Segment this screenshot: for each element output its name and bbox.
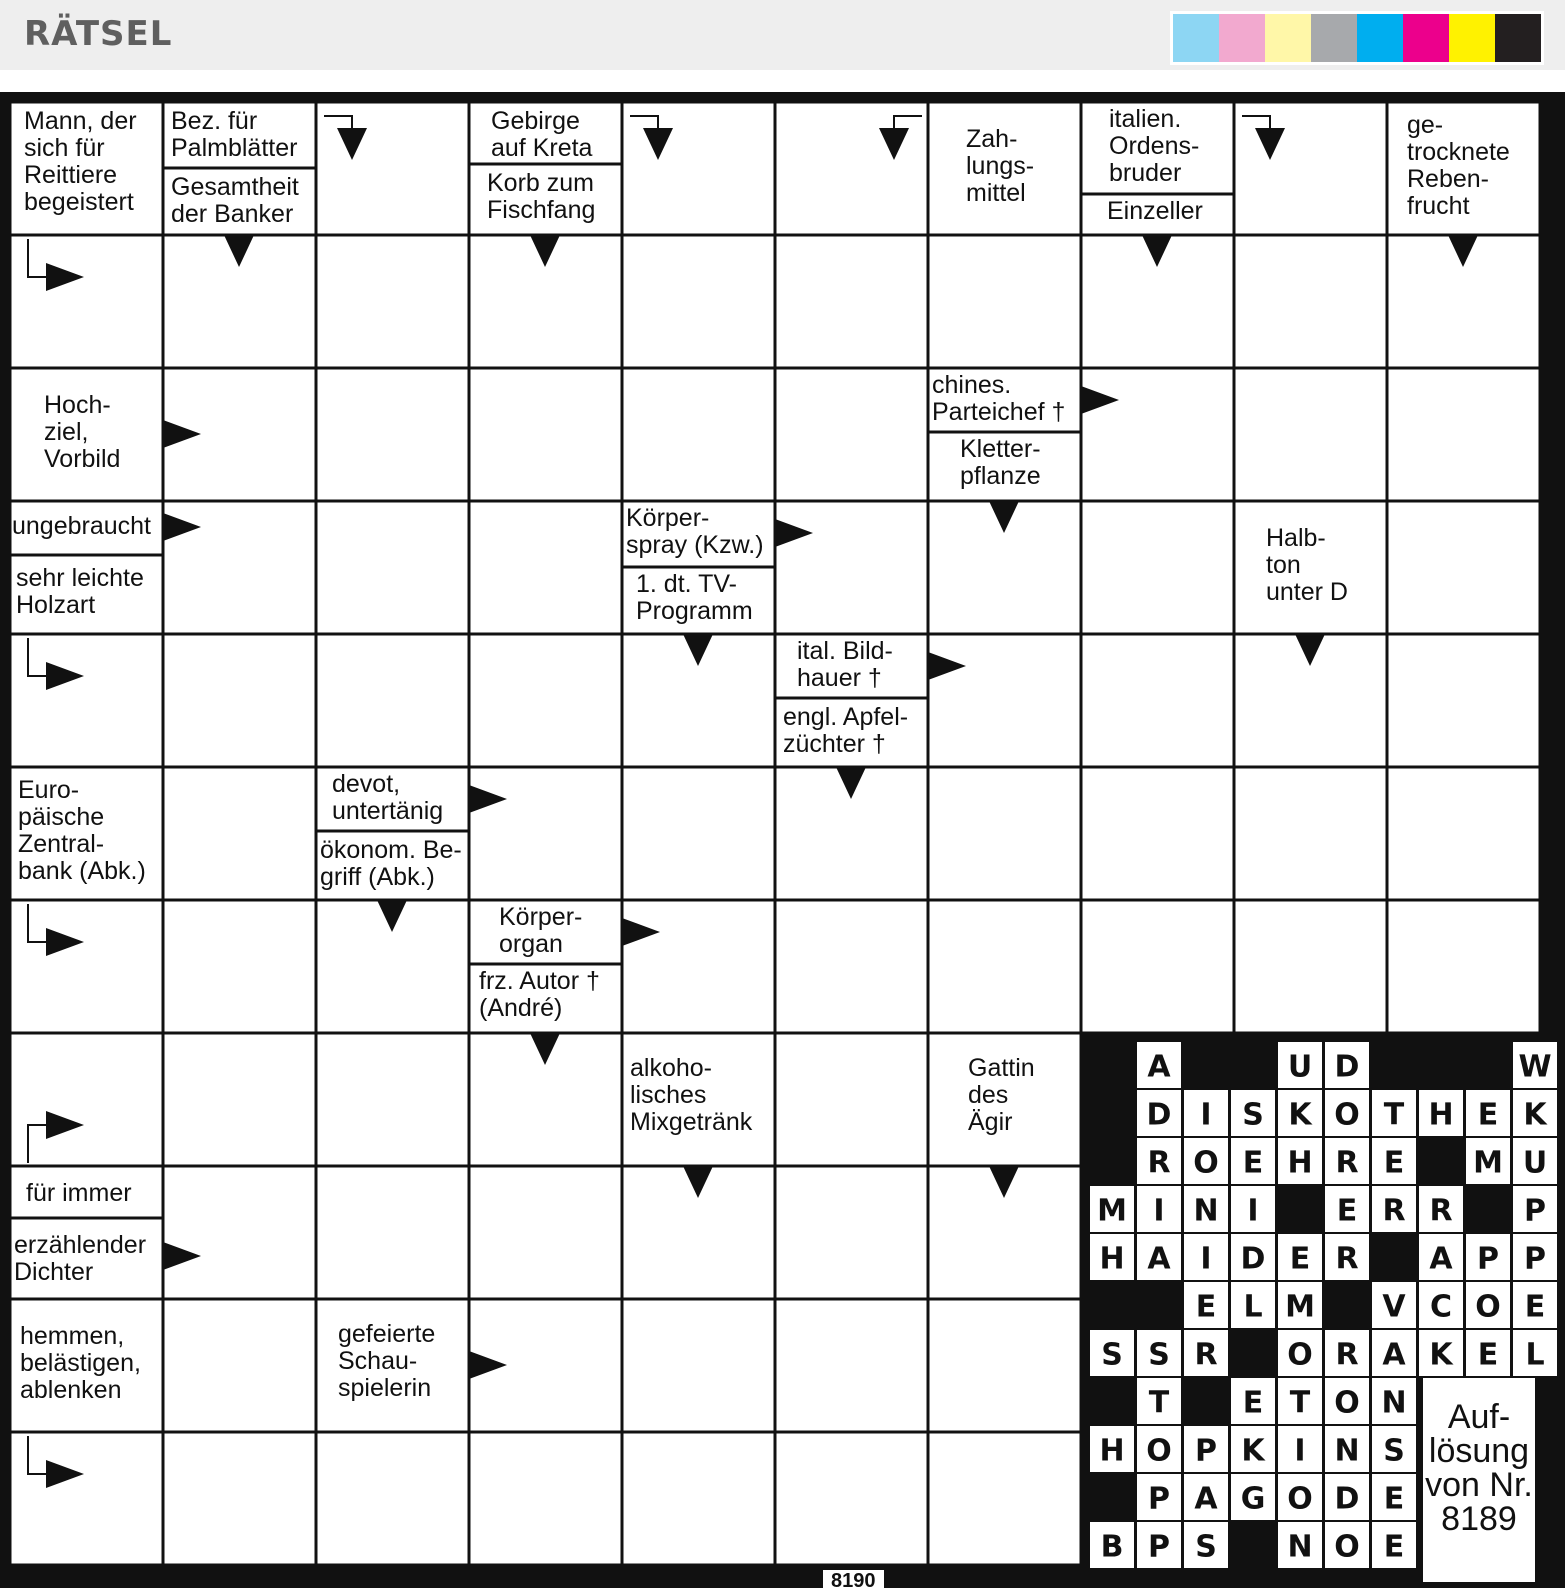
solution-letter: R <box>1382 1193 1406 1229</box>
solution-letter: K <box>1241 1433 1265 1469</box>
solution-letter: E <box>1289 1241 1311 1277</box>
clue-text: frz. Autor † (André) <box>479 967 600 1022</box>
clue-text: Zah- lungs- mittel <box>966 125 1035 207</box>
grid-cell[interactable] <box>12 237 162 367</box>
solution-letter: P <box>1148 1481 1170 1517</box>
grid-cell[interactable] <box>624 370 774 500</box>
solution-letter: H <box>1099 1241 1125 1277</box>
solution-letter: N <box>1334 1433 1360 1469</box>
grid-cell[interactable] <box>1236 370 1386 500</box>
solution-letter: P <box>1148 1529 1170 1565</box>
grid-cell[interactable] <box>777 104 927 234</box>
solution-letter: K <box>1523 1097 1547 1133</box>
solution-letter: O <box>1334 1385 1360 1421</box>
grid-cell[interactable] <box>1236 237 1386 367</box>
grid-cell[interactable] <box>777 1434 927 1564</box>
color-swatch <box>1495 14 1541 62</box>
grid-cell[interactable] <box>1083 769 1233 899</box>
solution-letter: O <box>1287 1481 1313 1517</box>
solution-letter: N <box>1381 1385 1407 1421</box>
color-swatch <box>1311 14 1357 62</box>
grid-cell[interactable] <box>471 636 621 766</box>
grid-cell[interactable] <box>930 769 1080 899</box>
solution-letter: I <box>1247 1193 1259 1229</box>
solution-letter: R <box>1335 1241 1359 1277</box>
grid-cell[interactable] <box>318 1168 468 1298</box>
solution-letter: O <box>1287 1337 1313 1373</box>
grid-cell[interactable] <box>624 1301 774 1431</box>
solution-letter: E <box>1195 1289 1217 1325</box>
solution-letter: A <box>1147 1241 1171 1277</box>
solution-letter: R <box>1335 1145 1359 1181</box>
grid-cell[interactable] <box>12 1035 162 1165</box>
clue-text: ital. Bild- hauer † <box>797 637 893 692</box>
crossword-board <box>0 92 1565 1588</box>
solution-letter: E <box>1242 1385 1264 1421</box>
grid-cell[interactable] <box>165 1035 315 1165</box>
solution-letter: K <box>1429 1337 1453 1373</box>
solution-letter: E <box>1477 1097 1499 1133</box>
clue-text: ungebraucht <box>12 512 152 540</box>
issue-number: 8190 <box>823 1570 884 1593</box>
clue-text: engl. Apfel- züchter † <box>783 703 909 758</box>
grid-cell[interactable] <box>624 237 774 367</box>
grid-cell[interactable] <box>318 104 468 234</box>
solution-letter: T <box>1383 1097 1405 1133</box>
solution-letter: S <box>1383 1433 1405 1469</box>
grid-cell[interactable] <box>12 636 162 766</box>
solution-letter: H <box>1099 1433 1125 1469</box>
clue-text: erzählender Dichter <box>14 1231 147 1286</box>
solution-letter: S <box>1101 1337 1123 1373</box>
grid-cell[interactable] <box>624 1434 774 1564</box>
solution-letter: M <box>1473 1145 1503 1181</box>
crossword-grid <box>0 92 1565 1588</box>
grid-cell[interactable] <box>777 370 927 500</box>
solution-letter: I <box>1153 1193 1165 1229</box>
grid-cell[interactable] <box>318 237 468 367</box>
solution-letter: V <box>1382 1289 1406 1325</box>
clue-text: 1. dt. TV- Programm <box>636 570 753 625</box>
solution-letter: A <box>1382 1337 1406 1373</box>
clue-text: devot, untertänig <box>332 770 444 825</box>
grid-cell[interactable] <box>1389 370 1539 500</box>
solution-letter: S <box>1148 1337 1170 1373</box>
clue-text: Korb zum Fischfang <box>487 169 596 224</box>
clue-text: Mann, der sich für Reittiere begeistert <box>24 107 137 216</box>
solution-letter: H <box>1428 1097 1454 1133</box>
solution-letter: D <box>1240 1241 1266 1277</box>
solution-letter: R <box>1194 1337 1218 1373</box>
clue-text: Halb- ton unter D <box>1266 524 1348 606</box>
solution-letter: L <box>1243 1289 1263 1325</box>
grid-cell[interactable] <box>12 1434 162 1564</box>
grid-cell[interactable] <box>1083 370 1233 500</box>
header-bar <box>0 0 1565 70</box>
grid-cell[interactable] <box>930 902 1080 1032</box>
clue-text: Gebirge auf Kreta <box>491 107 593 162</box>
color-swatch <box>1449 14 1495 62</box>
grid-cell[interactable] <box>471 1434 621 1564</box>
solution-letter: E <box>1383 1481 1405 1517</box>
solution-letter: A <box>1194 1481 1218 1517</box>
page-title: RÄTSEL <box>24 14 173 54</box>
clue-text: Einzeller <box>1107 197 1203 225</box>
grid-cell[interactable] <box>1083 636 1233 766</box>
clue-text: Kletter- pflanze <box>960 435 1041 490</box>
solution-letter: G <box>1240 1481 1266 1517</box>
solution-letter: A <box>1429 1241 1453 1277</box>
solution-letter: B <box>1100 1529 1124 1565</box>
color-swatch <box>1173 14 1219 62</box>
solution-letter: E <box>1242 1145 1264 1181</box>
solution-letter: R <box>1147 1145 1171 1181</box>
solution-letter: R <box>1429 1193 1453 1229</box>
solution-letter: I <box>1200 1097 1212 1133</box>
solution-letter: O <box>1334 1529 1360 1565</box>
grid-cell[interactable] <box>318 370 468 500</box>
solution-letter: R <box>1335 1337 1359 1373</box>
solution-letter: H <box>1287 1145 1313 1181</box>
grid-cell[interactable] <box>1389 636 1539 766</box>
clue-text: für immer <box>26 1179 132 1207</box>
grid-cell[interactable] <box>624 104 774 234</box>
solution-letter: L <box>1525 1337 1545 1373</box>
solution-letter: D <box>1146 1097 1172 1133</box>
clue-text: Körper- spray (Kzw.) <box>626 504 764 559</box>
grid-cell[interactable] <box>930 1301 1080 1431</box>
grid-cell[interactable] <box>165 636 315 766</box>
color-calibration-strip <box>1170 11 1544 65</box>
solution-letter: O <box>1334 1097 1360 1133</box>
solution-letter: M <box>1097 1193 1127 1229</box>
clue-text: ge- trocknete Reben- frucht <box>1407 111 1510 220</box>
clue-text: chines. Parteichef † <box>932 371 1066 426</box>
solution-letter: E <box>1524 1289 1546 1325</box>
grid-cell[interactable] <box>1389 503 1539 633</box>
clue-text: ökonom. Be- griff (Abk.) <box>320 836 462 891</box>
solution-letter: E <box>1336 1193 1358 1229</box>
grid-cell[interactable] <box>930 237 1080 367</box>
clue-text: Körper- organ <box>499 903 583 958</box>
clue-text: alkoho- lisches Mixgetränk <box>630 1054 753 1136</box>
grid-cell[interactable] <box>318 503 468 633</box>
solution-letter: K <box>1288 1097 1312 1133</box>
color-swatch <box>1265 14 1311 62</box>
grid-cell[interactable] <box>165 902 315 1032</box>
solution-letter: N <box>1193 1193 1219 1229</box>
grid-cell[interactable] <box>165 1168 315 1298</box>
grid-cell[interactable] <box>165 1301 315 1431</box>
clue-text: Euro- päische Zentral- bank (Abk.) <box>18 776 146 885</box>
solution-letter: E <box>1383 1145 1405 1181</box>
grid-cell[interactable] <box>624 902 774 1032</box>
grid-cell[interactable] <box>471 1168 621 1298</box>
grid-cell[interactable] <box>318 636 468 766</box>
solution-letter: I <box>1200 1241 1212 1277</box>
grid-cell[interactable] <box>471 503 621 633</box>
solution-letter: C <box>1429 1289 1453 1325</box>
grid-cell[interactable] <box>777 902 927 1032</box>
clue-text: Hoch- ziel, Vorbild <box>44 391 121 473</box>
grid-cell[interactable] <box>777 1168 927 1298</box>
solution-letter: U <box>1287 1049 1313 1085</box>
solution-letter: N <box>1287 1529 1313 1565</box>
grid-cell[interactable] <box>471 769 621 899</box>
solution-letter: W <box>1518 1049 1552 1085</box>
solution-letter: T <box>1148 1385 1170 1421</box>
grid-cell[interactable] <box>1236 902 1386 1032</box>
grid-cell[interactable] <box>165 769 315 899</box>
grid-cell[interactable] <box>1083 503 1233 633</box>
solution-letter: P <box>1524 1193 1546 1229</box>
grid-cell[interactable] <box>12 902 162 1032</box>
solution-letter: T <box>1289 1385 1311 1421</box>
solution-letter: P <box>1477 1241 1499 1277</box>
solution-label: Auf- lösung von Nr. 8189 <box>1425 1398 1533 1538</box>
solution-letter: O <box>1193 1145 1219 1181</box>
solution-letter: O <box>1146 1433 1172 1469</box>
grid-cell[interactable] <box>471 370 621 500</box>
grid-cell[interactable] <box>777 237 927 367</box>
grid-cell[interactable] <box>930 636 1080 766</box>
clue-text: Bez. für Palmblätter <box>171 107 298 162</box>
solution-letter: I <box>1294 1433 1306 1469</box>
grid-cell[interactable] <box>777 1035 927 1165</box>
color-swatch <box>1219 14 1265 62</box>
solution-letter: S <box>1195 1529 1217 1565</box>
solution-letter: A <box>1147 1049 1171 1085</box>
grid-cell[interactable] <box>624 769 774 899</box>
clue-text: gefeierte Schau- spielerin <box>338 1320 436 1402</box>
grid-cell[interactable] <box>318 1035 468 1165</box>
color-swatch <box>1403 14 1449 62</box>
clue-text: Gesamtheit der Banker <box>171 173 299 228</box>
clue-text: sehr leichte Holzart <box>16 564 144 619</box>
solution-letter: S <box>1242 1097 1264 1133</box>
solution-letter: E <box>1383 1529 1405 1565</box>
solution-letter: P <box>1524 1241 1546 1277</box>
clue-text: Gattin des Ägir <box>968 1054 1035 1136</box>
grid-cell[interactable] <box>1389 769 1539 899</box>
grid-cell[interactable] <box>165 1434 315 1564</box>
solution-letter: M <box>1285 1289 1315 1325</box>
clue-text: hemmen, belästigen, ablenken <box>20 1322 141 1404</box>
solution-letter: E <box>1477 1337 1499 1373</box>
grid-cell[interactable] <box>1236 104 1386 234</box>
solution-letter: D <box>1334 1481 1360 1517</box>
clue-text: italien. Ordens- bruder <box>1109 105 1200 187</box>
grid-cell[interactable] <box>1389 902 1539 1032</box>
grid-cell[interactable] <box>930 1434 1080 1564</box>
solution-letter: D <box>1334 1049 1360 1085</box>
grid-cell[interactable] <box>318 1434 468 1564</box>
grid-cell[interactable] <box>1236 769 1386 899</box>
solution-letter: P <box>1195 1433 1217 1469</box>
grid-cell[interactable] <box>777 1301 927 1431</box>
grid-cell[interactable] <box>1083 902 1233 1032</box>
solution-letter: O <box>1475 1289 1501 1325</box>
grid-cell[interactable] <box>777 503 927 633</box>
color-swatch <box>1357 14 1403 62</box>
solution-letter: U <box>1522 1145 1548 1181</box>
